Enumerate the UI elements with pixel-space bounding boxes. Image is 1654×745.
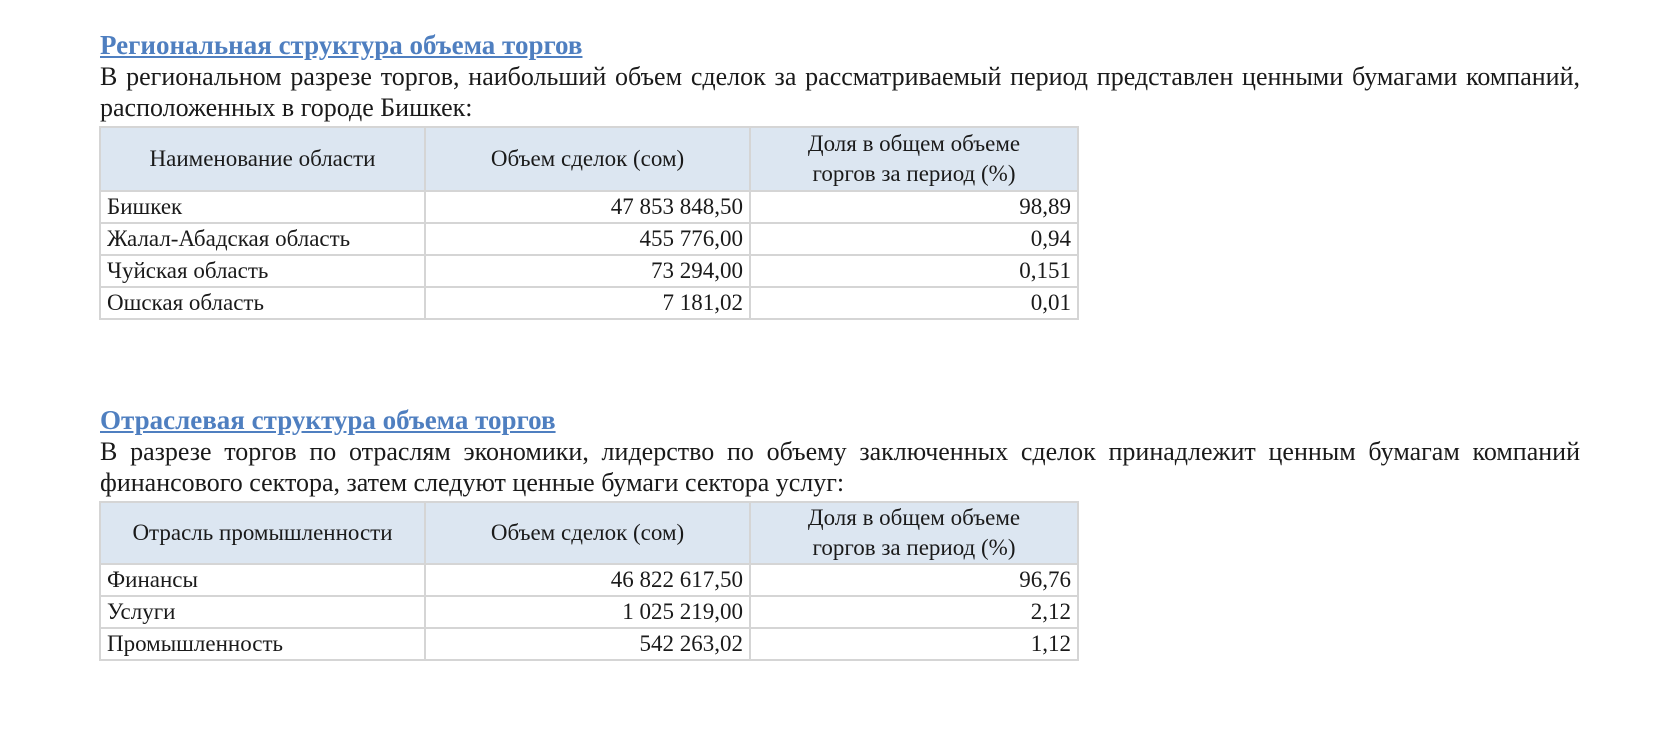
industry-volume: 542 263,02 [425, 628, 750, 660]
sectoral-title: Отраслевая структура объема торгов [100, 405, 556, 435]
table-header-row [100, 502, 1078, 564]
header-share [750, 127, 1078, 191]
industry-name: Промышленность [100, 628, 425, 660]
industry-volume: 1 025 219,00 [425, 596, 750, 628]
regional-section [100, 30, 1580, 320]
sectoral-table [99, 501, 1079, 661]
region-share: 0,151 [750, 255, 1078, 287]
regional-text: В региональном разрезе торгов, наибольший объем сделок за рассматриваемый период представлен ценными бумагами компаний, расположенных в городе Бишкек: [100, 62, 1580, 122]
table-header-row [100, 127, 1078, 191]
region-name: Ошская область [100, 287, 425, 319]
table-row [100, 287, 1078, 319]
header-share-line1: Доля в общем объеме [807, 131, 1021, 156]
industry-share: 1,12 [750, 628, 1078, 660]
sectoral-text: В разрезе торгов по отраслям экономики, лидерство по объему заключенных сделок принадлежит ценным бумагам компаний финансового сектора, затем следуют ценные бумаги сектора услуг: [100, 437, 1580, 497]
table-row [100, 564, 1078, 596]
region-name: Чуйская область [100, 255, 425, 287]
header-share-line2: горгов за период (%) [812, 535, 1016, 560]
region-volume: 455 776,00 [425, 223, 750, 255]
industry-name: Услуги [100, 596, 425, 628]
region-share: 0,01 [750, 287, 1078, 319]
regional-table [99, 126, 1079, 320]
header-volume: Объем сделок (сом) [425, 127, 750, 191]
region-volume: 7 181,02 [425, 287, 750, 319]
table-row [100, 191, 1078, 223]
header-share [750, 502, 1078, 564]
region-share: 0,94 [750, 223, 1078, 255]
header-industry: Отрасль промышленности [100, 502, 425, 564]
table-row [100, 628, 1078, 660]
industry-share: 2,12 [750, 596, 1078, 628]
header-volume: Объем сделок (сом) [425, 502, 750, 564]
sectoral-section [100, 405, 1580, 661]
table-row [100, 596, 1078, 628]
table-row [100, 255, 1078, 287]
regional-title: Региональная структура объема торгов [100, 30, 583, 60]
industry-volume: 46 822 617,50 [425, 564, 750, 596]
header-share-line1: Доля в общем объеме [807, 505, 1021, 530]
industry-share: 96,76 [750, 564, 1078, 596]
region-volume: 73 294,00 [425, 255, 750, 287]
region-name: Жалал-Абадская область [100, 223, 425, 255]
header-share-line2: горгов за период (%) [812, 161, 1016, 186]
table-row [100, 223, 1078, 255]
header-region: Наименование области [100, 127, 425, 191]
industry-name: Финансы [100, 564, 425, 596]
region-share: 98,89 [750, 191, 1078, 223]
region-name: Бишкек [100, 191, 425, 223]
region-volume: 47 853 848,50 [425, 191, 750, 223]
